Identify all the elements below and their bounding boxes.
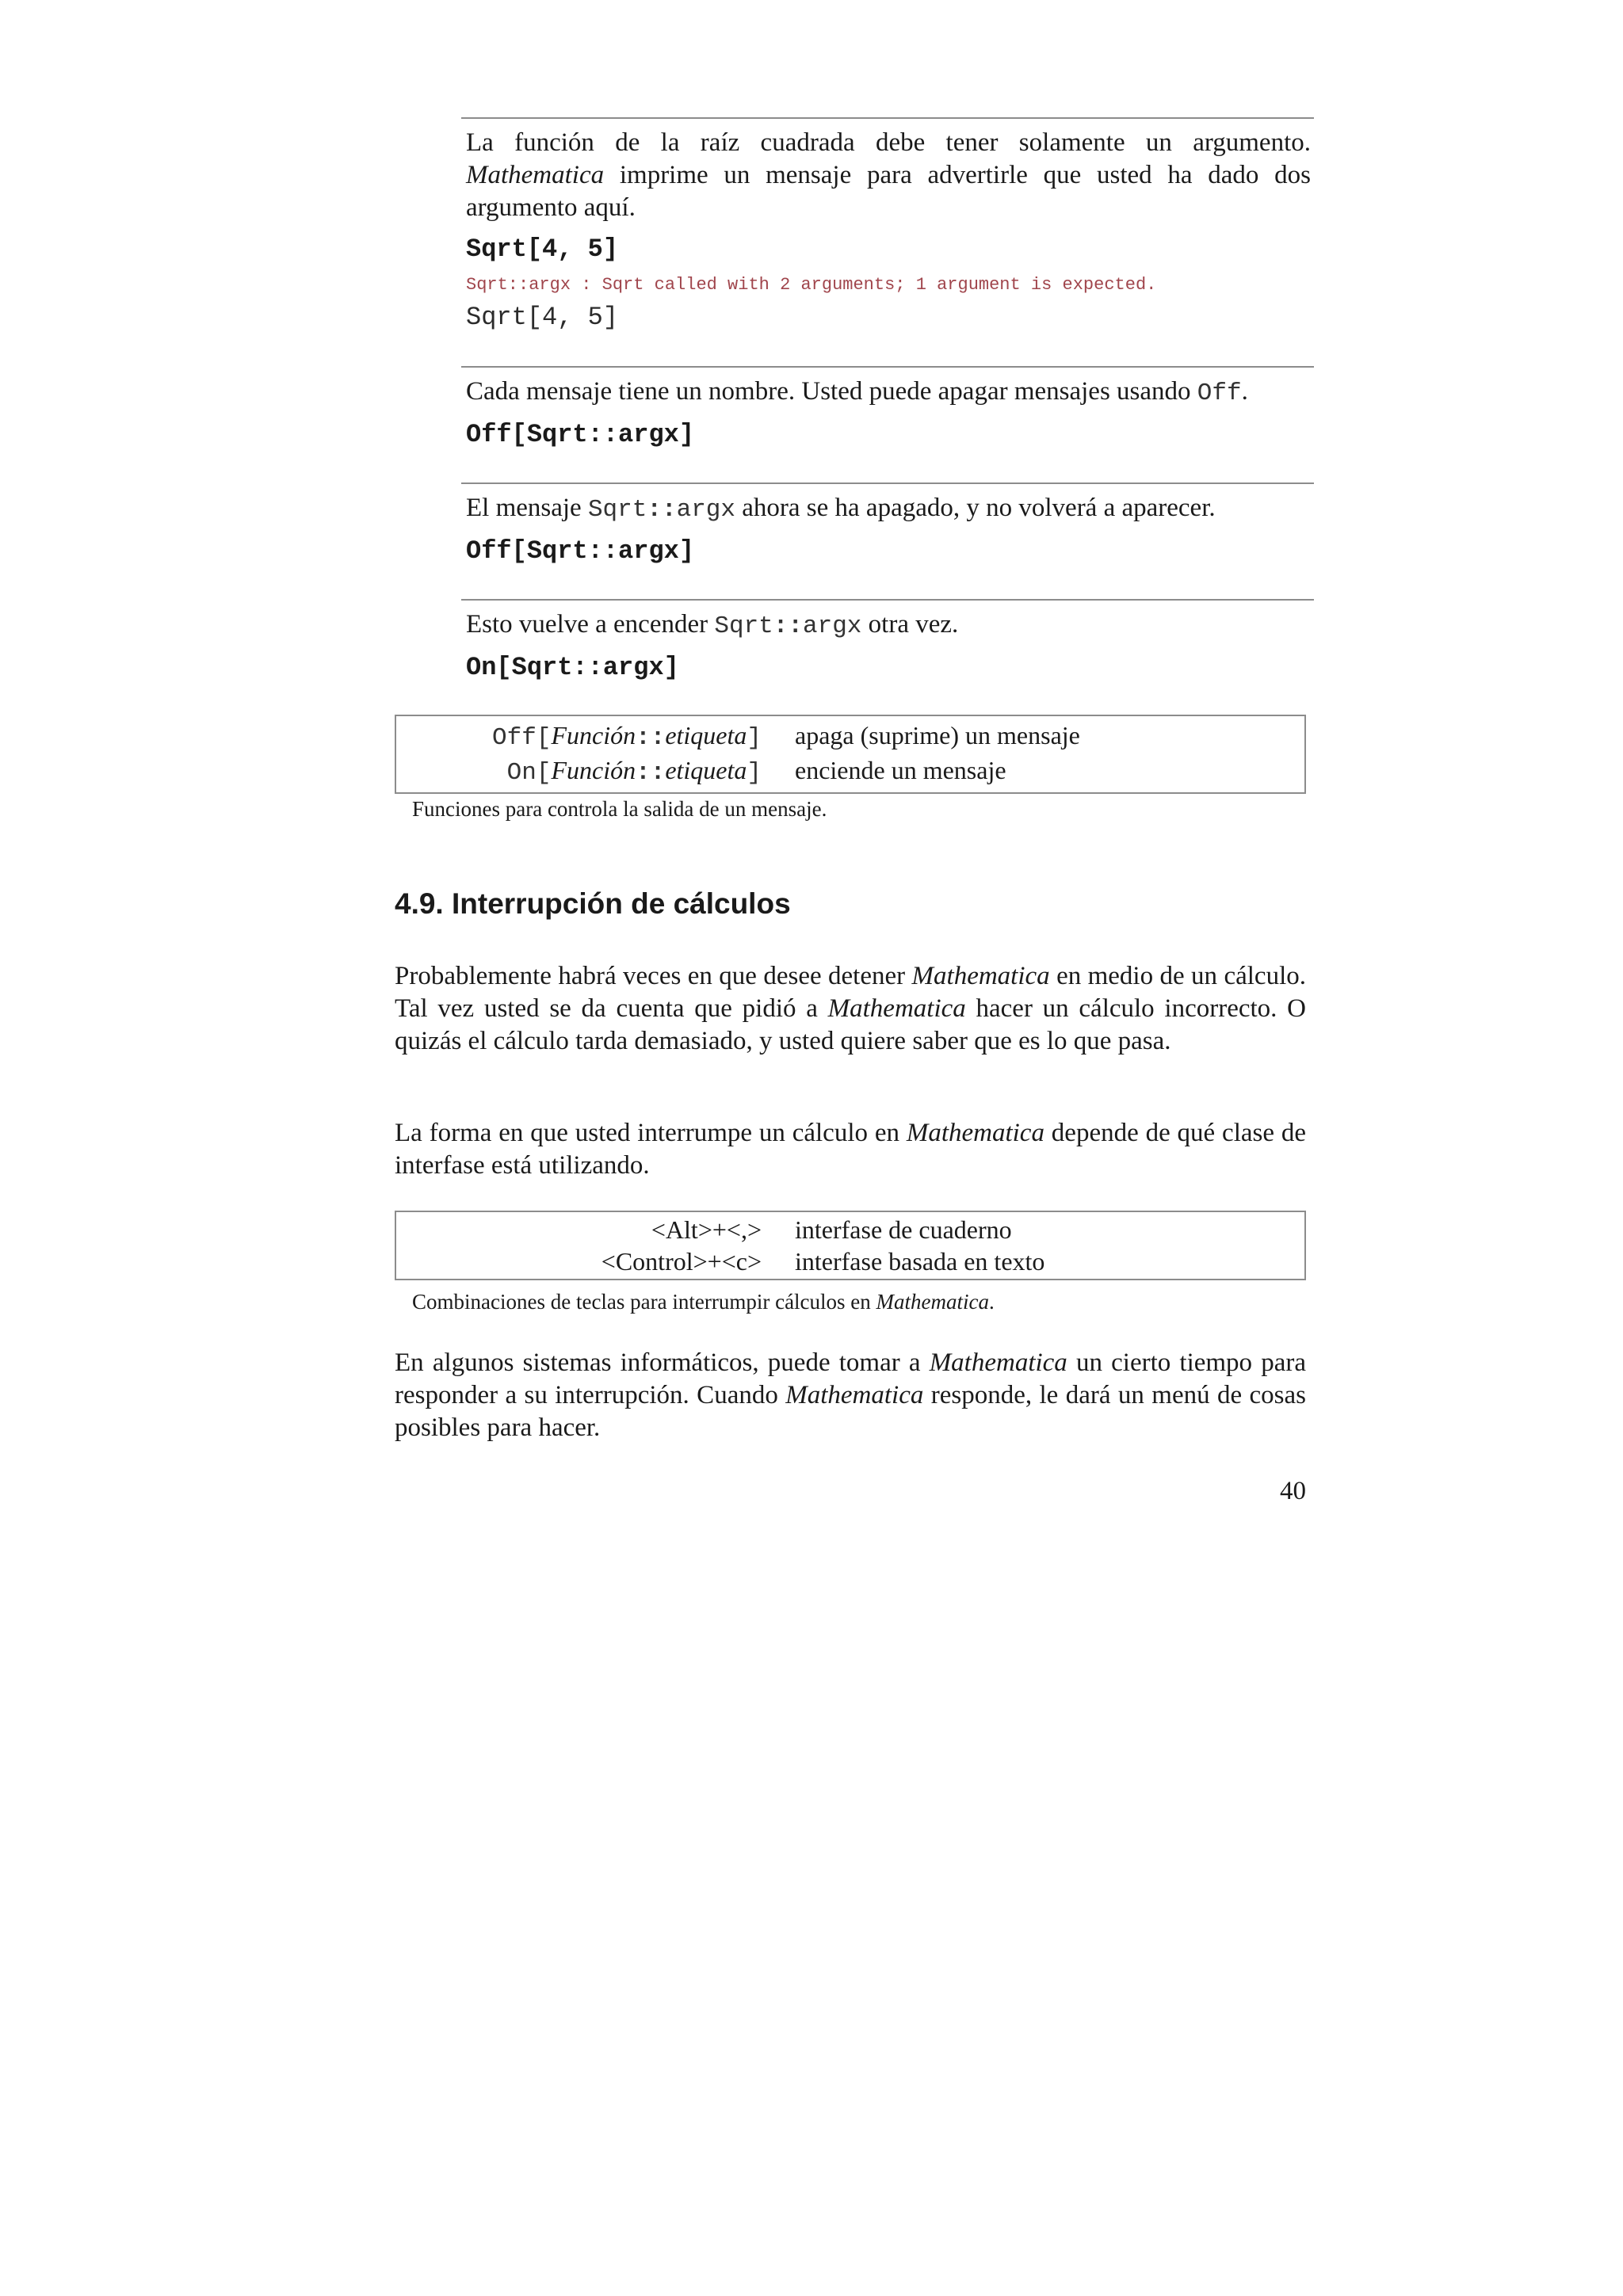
body-paragraph: [395, 1117, 1306, 1182]
output-code: Sqrt[4, 5]: [466, 303, 619, 332]
example-cell-on: [461, 599, 1314, 684]
text-run: ahora se ha apagado, y no volverá a aparecer.: [735, 494, 1216, 522]
syntax-bracket: [: [536, 759, 552, 787]
syntax-command: Off: [492, 724, 537, 752]
table-cell-description: enciende un mensaje: [795, 756, 1006, 784]
inline-code-part: argx: [676, 496, 736, 524]
syntax-arg: Función: [551, 756, 636, 784]
table-cell-description: interfase de cuaderno: [795, 1215, 1012, 1244]
table-caption: [412, 1288, 995, 1315]
cell-description: [466, 608, 1311, 643]
inline-code-part: argx: [803, 612, 862, 640]
table-row: [396, 1214, 1304, 1245]
syntax-bracket: ]: [747, 724, 762, 752]
inline-code: [714, 612, 861, 640]
table-caption: Funciones para controla la salida de un mensaje.: [412, 797, 827, 821]
text-run: hacer un cálculo incorrecto. O quizás el cálculo tarda demasiado, y usted quiere saber que es lo que pasa.: [395, 994, 1307, 1055]
text-run-italic: Mathematica: [827, 994, 966, 1023]
text-run: .: [1241, 377, 1248, 406]
syntax-arg: etiqueta: [665, 721, 747, 749]
text-run: responde, le dará un menú de cosas posibles para hacer.: [395, 1381, 1306, 1442]
text-run: en medio de un cálculo. Tal vez usted se da cuenta que pidió a: [395, 962, 1306, 1023]
interrupt-keys-table: [395, 1211, 1306, 1280]
text-run: En algunos sistemas informáticos, puede tomar a: [395, 1348, 930, 1377]
input-code: On[Sqrt::argx]: [466, 653, 679, 682]
section-heading: 4.9. Interrupción de cálculos: [395, 887, 791, 920]
text-run: .: [989, 1290, 995, 1314]
input-code: Off[Sqrt::argx]: [466, 536, 695, 566]
text-run: imprime un mensaje para advertirle que usted ha dado dos argumento aquí.: [466, 161, 1311, 222]
example-cell-off-again: [461, 482, 1314, 567]
text-run: otra vez.: [861, 610, 959, 639]
inline-code-separator: ::: [647, 496, 677, 524]
cell-description: [466, 492, 1311, 526]
message-control-table: [395, 715, 1306, 794]
inline-code-part: Sqrt: [714, 612, 773, 640]
input-code: Off[Sqrt::argx]: [466, 420, 695, 449]
inline-code-part: Sqrt: [587, 496, 647, 524]
text-run: Esto vuelve a encender: [466, 610, 715, 639]
body-paragraph: [395, 1347, 1306, 1444]
text-run: depende de qué clase de interfase está utilizando.: [395, 1119, 1306, 1180]
text-run: Probablemente habrá veces en que desee detener: [395, 962, 912, 990]
example-cell-sqrt: [461, 117, 1314, 334]
inline-code-separator: ::: [773, 612, 803, 640]
cell-description: [466, 127, 1311, 224]
text-run: La forma en que usted interrumpe un cálculo en: [395, 1119, 907, 1147]
table-cell-keys: <Control>+<c>: [601, 1247, 762, 1276]
inline-code: [588, 496, 735, 524]
syntax-command: On: [506, 759, 537, 787]
text-run-italic: Mathematica: [785, 1381, 924, 1409]
text-run: un cierto tiempo para responder a su interrupción. Cuando: [395, 1348, 1306, 1409]
syntax-arg: Función: [551, 721, 636, 749]
text-run-italic: Mathematica: [911, 962, 1050, 990]
example-cell-off: [461, 366, 1314, 451]
syntax-bracket: [: [536, 724, 552, 752]
table-cell-description: apaga (suprime) un mensaje: [795, 721, 1080, 749]
text-run: Cada mensaje tiene un nombre. Usted puede apagar mensajes usando: [466, 377, 1197, 406]
text-run-italic: Mathematica: [876, 1290, 990, 1314]
cell-description: [466, 376, 1311, 410]
text-run-italic: Mathematica: [906, 1119, 1044, 1147]
inline-code: Off: [1197, 379, 1242, 407]
syntax-bracket: ]: [747, 759, 762, 787]
page-number: 40: [1280, 1477, 1306, 1505]
table-cell-description: interfase basada en texto: [795, 1247, 1045, 1276]
text-run: Combinaciones de teclas para interrumpir cálculos en: [412, 1290, 876, 1314]
table-row: [396, 1245, 1304, 1277]
table-cell-syntax: [396, 754, 765, 789]
warning-message: Sqrt::argx : Sqrt called with 2 arguments; 1 argument is expected.: [466, 275, 1157, 295]
table-cell-syntax: [396, 719, 765, 754]
text-run-italic: Mathematica: [466, 161, 605, 189]
input-code: Sqrt[4, 5]: [466, 235, 619, 264]
syntax-arg: etiqueta: [665, 756, 747, 784]
text-run: La función de la raíz cuadrada debe tener solamente un argumento.: [466, 128, 1311, 157]
syntax-separator: ::: [636, 724, 666, 752]
table-row: [396, 754, 1304, 789]
table-row: [396, 719, 1304, 754]
body-paragraph: [395, 960, 1306, 1058]
syntax-separator: ::: [636, 759, 666, 787]
text-run-italic: Mathematica: [929, 1348, 1067, 1377]
text-run: El mensaje: [466, 494, 588, 522]
table-cell-keys: <Alt>+<,>: [651, 1215, 762, 1244]
